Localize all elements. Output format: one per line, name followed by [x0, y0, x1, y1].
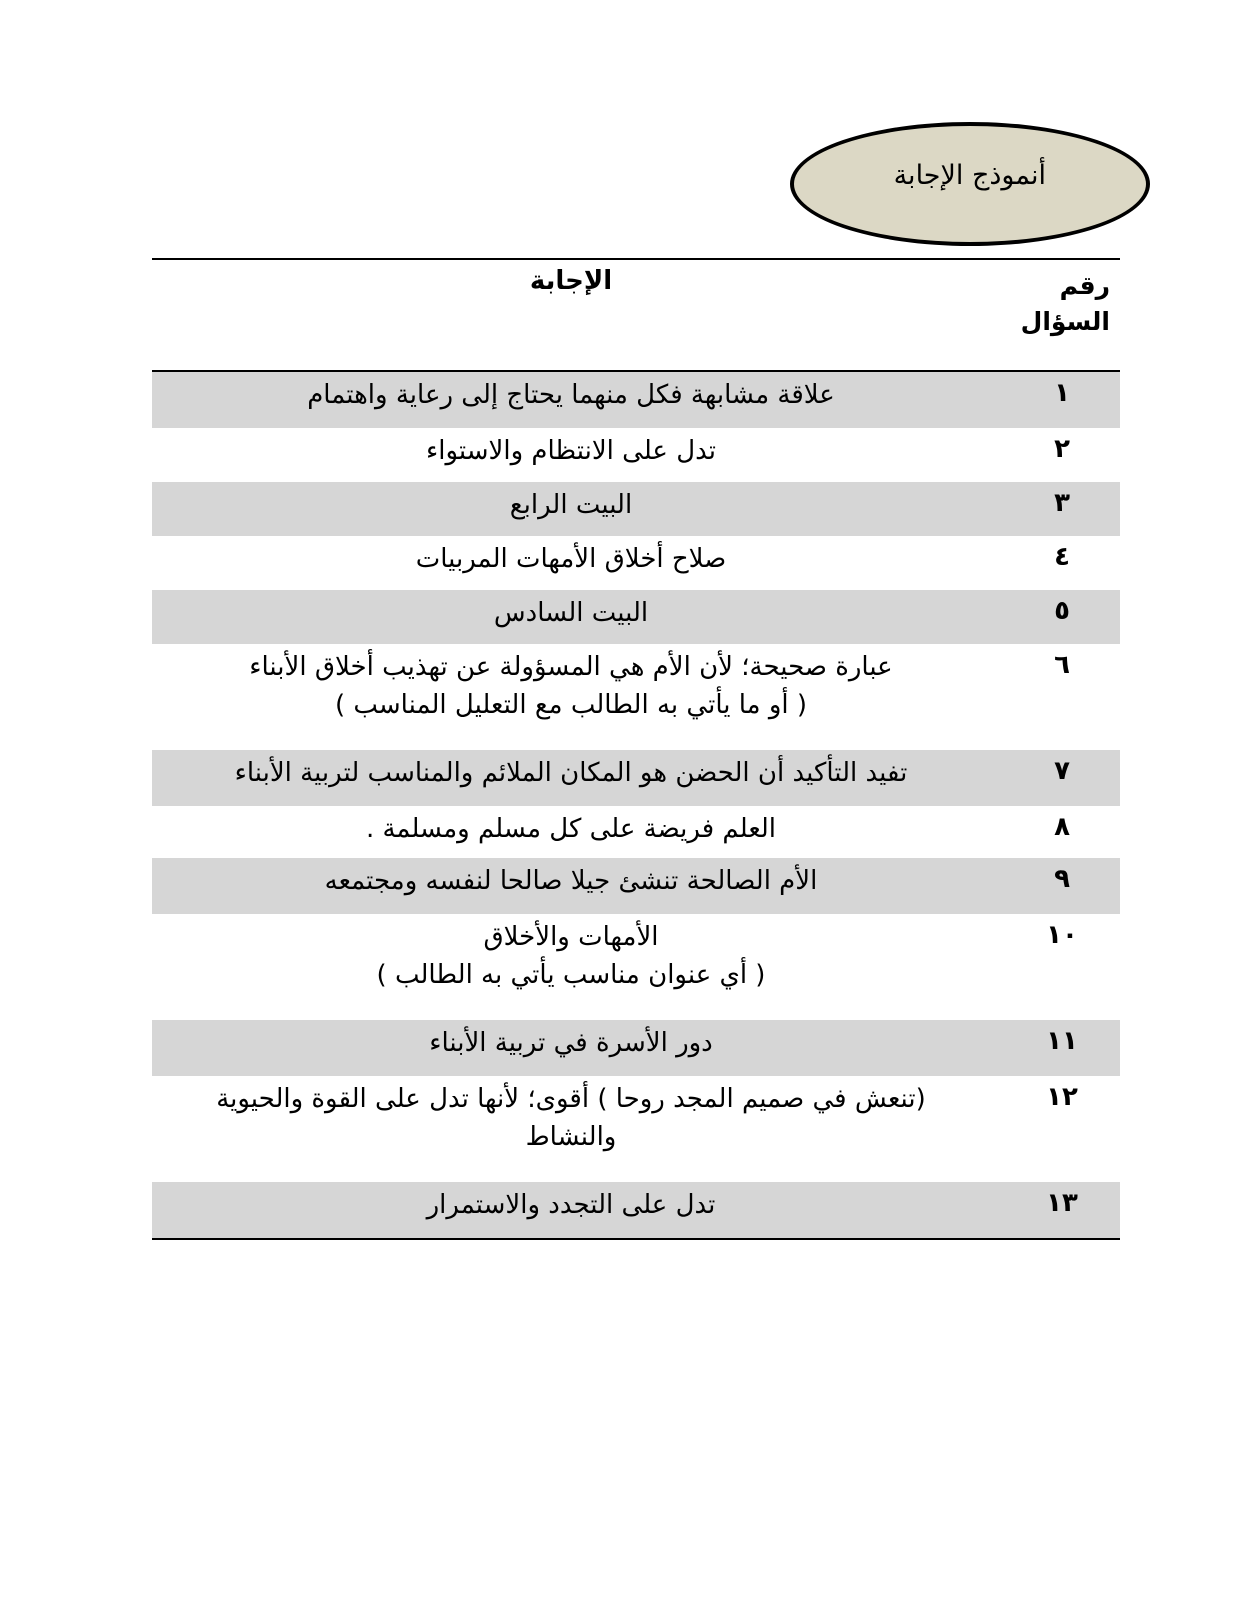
- page-title: أنموذج الإجابة: [893, 160, 1046, 191]
- question-number: ٦: [1054, 650, 1070, 680]
- answer-text: عبارة صحيحة؛ لأن الأم هي المسؤولة عن تهذيب أخلاق الأبناء ( أو ما يأتي به الطالب مع التعليل المناسب ): [249, 652, 893, 720]
- question-number: ٤: [1054, 542, 1070, 572]
- table-row: [152, 858, 1120, 914]
- question-number: ٩: [1054, 864, 1070, 894]
- question-number: ٢: [1054, 434, 1070, 464]
- table-row: [152, 1076, 1120, 1182]
- table-row: [152, 590, 1120, 644]
- answer-text: دور الأسرة في تربية الأبناء: [429, 1028, 713, 1058]
- answer-text: (تنعش في صميم المجد روحا ) أقوى؛ لأنها تدل على القوة والحيوية والنشاط: [216, 1084, 926, 1152]
- question-number: ٧: [1054, 756, 1070, 786]
- question-number: ٨: [1054, 812, 1070, 842]
- table-header: [152, 260, 1120, 372]
- table-row: [152, 914, 1120, 1020]
- question-number: ١١: [1046, 1026, 1078, 1056]
- question-number: ١٠: [1046, 920, 1078, 950]
- table-row: [152, 1182, 1120, 1238]
- answer-table: [152, 258, 1120, 1240]
- answer-text: تدل على التجدد والاستمرار: [426, 1190, 716, 1220]
- table-row: [152, 372, 1120, 428]
- title-oval: [790, 122, 1150, 246]
- answer-text: الأمهات والأخلاق ( أي عنوان مناسب يأتي به الطالب ): [376, 922, 766, 990]
- question-number: ٥: [1054, 596, 1070, 626]
- number-column-header: رقم السؤال: [1020, 271, 1110, 336]
- answer-column-header: الإجابة: [529, 266, 613, 296]
- question-number: ٣: [1054, 488, 1070, 518]
- table-row: [152, 1020, 1120, 1076]
- answer-text: صلاح أخلاق الأمهات المربيات: [415, 544, 727, 574]
- table-row: [152, 536, 1120, 590]
- answer-text: تدل على الانتظام والاستواء: [426, 436, 716, 466]
- question-number: ١٣: [1046, 1188, 1078, 1218]
- table-row: [152, 482, 1120, 536]
- table-row: [152, 644, 1120, 750]
- table-row: [152, 806, 1120, 858]
- answer-text: العلم فريضة على كل مسلم ومسلمة .: [365, 814, 777, 844]
- answer-text: البيت الرابع: [509, 490, 633, 520]
- table-row: [152, 428, 1120, 482]
- question-number: ١٢: [1046, 1082, 1078, 1112]
- answer-text: تفيد التأكيد أن الحضن هو المكان الملائم والمناسب لتربية الأبناء: [234, 758, 908, 788]
- question-number: ١: [1054, 378, 1070, 408]
- answer-text: علاقة مشابهة فكل منهما يحتاج إلى رعاية واهتمام: [307, 380, 835, 410]
- answer-text: الأم الصالحة تنشئ جيلا صالحا لنفسه ومجتمعه: [324, 866, 818, 896]
- answer-text: البيت السادس: [493, 598, 649, 628]
- table-row: [152, 750, 1120, 806]
